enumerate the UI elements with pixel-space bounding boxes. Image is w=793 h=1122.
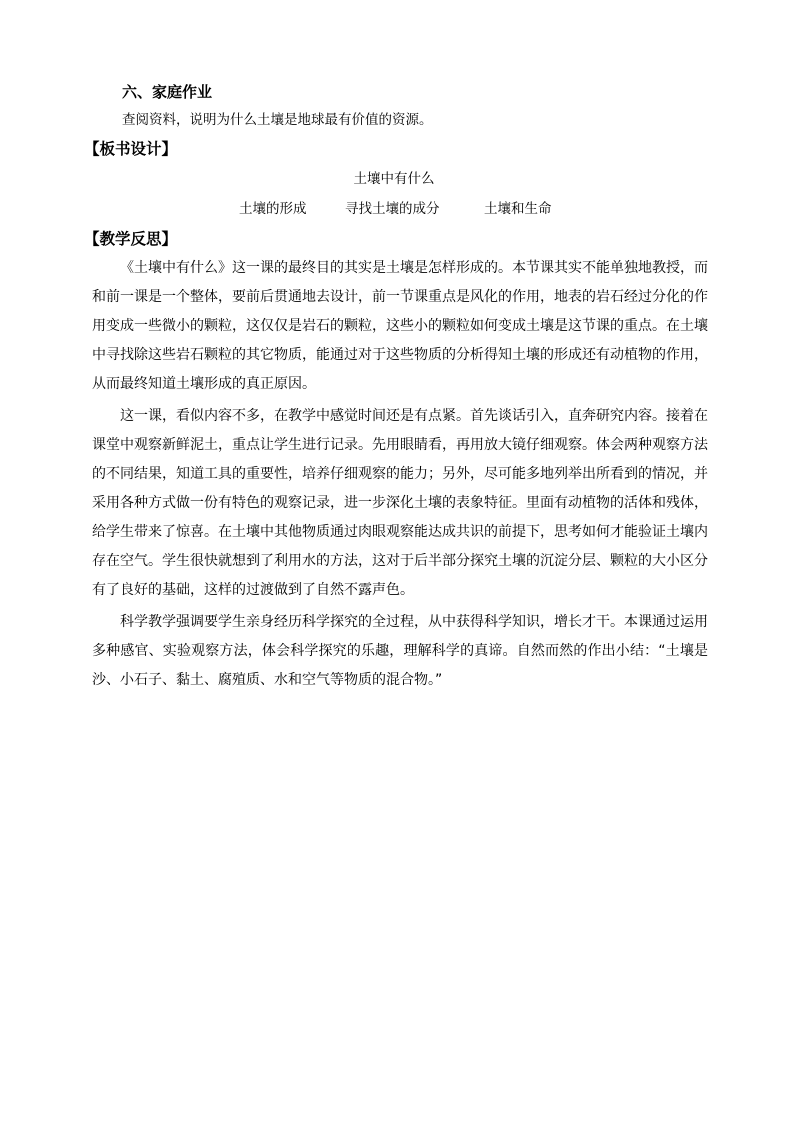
board-design-title: 土壤中有什么: [353, 171, 435, 187]
reflection-paragraph: 这一课，看似内容不多，在教学中感觉时间还是有点紧。首先谈话引入，直奔研究内容。接着在课堂中观察新鲜泥土，重点让学生进行记录。先用眼睛看，再用放大镜仔细观察。体会两种观察方法的不同结果，知道工具的重要性，培养仔细观察的能力；另外，尽可能多地列举出所看到的情况，并采用各种方式做一份有特色的观察记录，进一步深化土壤的表象特征。里面有动植物的活体和残体，给学生带来了惊喜。在土壤中其他物质通过肉眼观察能达成共识的前提下，思考如何才能验证土壤内存在空气。学生很快就想到了利用水的方法，这对于后半部分探究土壤的沉淀分层、颗粒的大小区分有了良好的基础，这样的过渡做到了自然不露声色。: [92, 408, 708, 598]
page-content: [84, 78, 708, 695]
homework-text: 查阅资料，说明为什么土壤是地球最有价值的资源。: [122, 112, 433, 128]
board-item-life: 土壤和生命: [484, 201, 552, 217]
board-design-items: [92, 194, 708, 224]
board-item-formation: 土壤的形成: [239, 201, 307, 217]
reflection-paragraph: 《土壤中有什么》这一课的最终目的其实是土壤是怎样形成的。本节课其实不能单独地教授，而和前一课是一个整体，要前后贯通地去设计，前一节课重点是风化的作用，地表的岩石经过分化的作用变成一些微小的颗粒，这仅仅是岩石的颗粒，这些小的颗粒如何变成土壤是这节课的重点。在土壤中寻找除这些岩石颗粒的其它物质，能通过对于这些物质的分析得知土壤的形成还有动植物的作用，从而最终知道土壤形成的真正原因。: [92, 260, 708, 392]
board-design-heading: 【板书设计】: [84, 140, 178, 158]
homework-title: 六、家庭作业: [122, 83, 213, 101]
reflection-heading: 【教学反思】: [84, 230, 178, 248]
board-item-components: 寻找土壤的成分: [345, 201, 440, 217]
reflection-paragraph: 科学教学强调要学生亲身经历科学探究的全过程，从中获得科学知识，增长才干。本课通过运用多种感官、实验观察方法，体会科学探究的乐趣，理解科学的真谛。自然而然的作出小结：“土壤是沙、小石子、黏土、腐殖质、水和空气等物质的混合物。”: [92, 614, 708, 688]
